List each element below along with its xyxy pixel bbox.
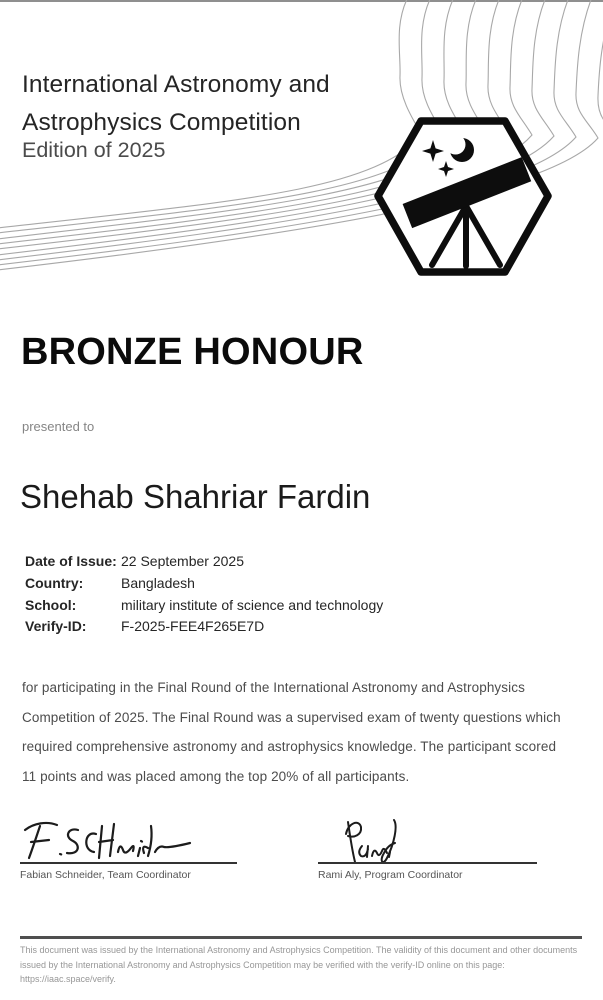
detail-row-verify-id [25,616,383,638]
certificate-details [25,551,383,638]
award-honour-heading: BRONZE HONOUR [21,331,364,373]
detail-row-school [25,595,383,617]
detail-label: School: [25,596,77,613]
title-line-1: International Astronomy and [22,71,330,98]
handwritten-signature-rami-icon [346,820,396,862]
detail-row-country [25,573,383,595]
header-artwork [0,0,603,340]
competition-title [22,66,330,141]
signature-line-program-coordinator [318,862,537,864]
detail-value: Bangladesh [121,574,195,591]
footer-divider [20,936,582,939]
detail-label: Date of Issue: [25,553,117,569]
detail-label: Country: [25,574,84,591]
edition-label: Edition of 2025 [22,138,166,162]
detail-value: 22 September 2025 [121,553,244,569]
participation-paragraph: for participating in the Final Round of the International Astronomy and Astrophysics Competition of 2025. The Final Round was a supervised exam of twenty questions which required comprehensive astronomy and astrophysics knowledge. The participant scored 11 points and was placed among the top 20% of all participants. [22,680,561,784]
recipient-name: Shehab Shahriar Fardin [20,478,371,515]
footer-disclaimer: This document was issued by the International Astronomy and Astrophysics Competition. The validity of this document and other documents issued by the International Astronomy and Astrophysics Competition may be verified with the verify-ID online on this page: https://iaac.space/verify. [20,945,578,984]
signature-line-team-coordinator [20,862,237,864]
detail-value: military institute of science and technology [121,596,384,613]
presented-to-label: presented to [22,419,95,434]
detail-label: Verify-ID: [25,618,87,635]
title-line-2: Astrophysics Competition [22,108,301,136]
handwritten-signature-f-schneider-icon [25,823,190,858]
signature-label-team-coordinator: Fabian Schneider, Team Coordinator [20,869,191,881]
detail-value: F-2025-FEE4F265E7D [121,618,265,635]
signature-label-program-coordinator: Rami Aly, Program Coordinator [318,869,463,881]
detail-row-date-of-issue [25,551,383,573]
